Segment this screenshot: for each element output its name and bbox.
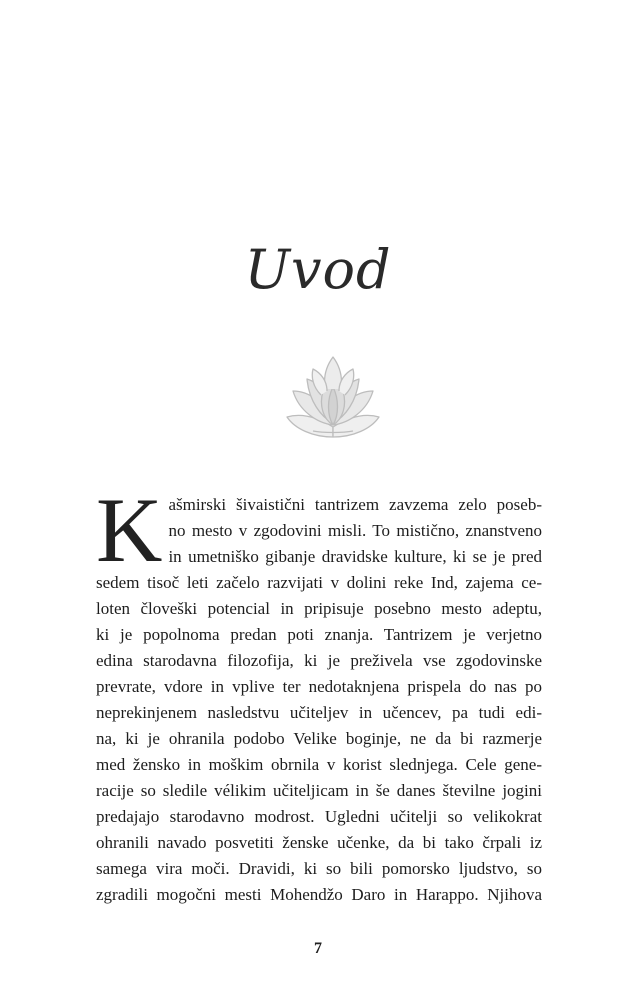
drop-cap: K [96, 479, 163, 581]
text-line: ki je popolnoma predan poti znanja. Tantrizem je verjetno [96, 625, 542, 644]
text-line: neprekinjenem nasledstvu učiteljev in učencev, pa tudi edi- [96, 703, 542, 722]
text-line: racije so sledile vélikim učiteljicam in še danes številne jogini [96, 781, 542, 800]
paragraph [96, 479, 542, 908]
text-line: loten človeški potencial in pripisuje posebno mesto adeptu, [96, 599, 542, 618]
text-line: samega vira moči. Dravidi, ki so bili pomorsko ljudstvo, so [96, 859, 542, 878]
text-line: prevrate, vdore in vplive ter nedotaknjena prispela do nas po [96, 677, 542, 696]
text-line: na, ki je ohranila podobo Velike boginje, ne da bi razmerje [96, 729, 542, 748]
text-line: ohranili navado posvetiti ženske učenke, da bi tako črpali iz [96, 833, 542, 852]
text-line: sedem tisoč leti začelo razvijati v dolini reke Ind, zajema ce- [96, 573, 542, 592]
chapter-title: Uvod [244, 238, 392, 301]
page-number: 7 [314, 940, 322, 957]
text-line: in umetniško gibanje dravidske kulture, ki se je pred [168, 547, 542, 566]
chapter-body [96, 479, 542, 908]
text-line: med žensko in moškim obrnila v korist slednjega. Cele gene- [96, 755, 542, 774]
lotus-icon [283, 345, 383, 445]
text-line: ašmirski šivaistični tantrizem zavzema zelo poseb- [168, 495, 542, 514]
text-line: no mesto v zgodovini misli. To mistično, znanstveno [168, 521, 542, 540]
text-line: predajajo starodavno modrost. Ugledni učitelji so velikokrat [96, 807, 542, 826]
text-line: zgradili mogočni mesti Mohendžo Daro in Harappo. Njihova [96, 885, 542, 904]
text-line: edina starodavna filozofija, ki je preživela vse zgodovinske [96, 651, 542, 670]
